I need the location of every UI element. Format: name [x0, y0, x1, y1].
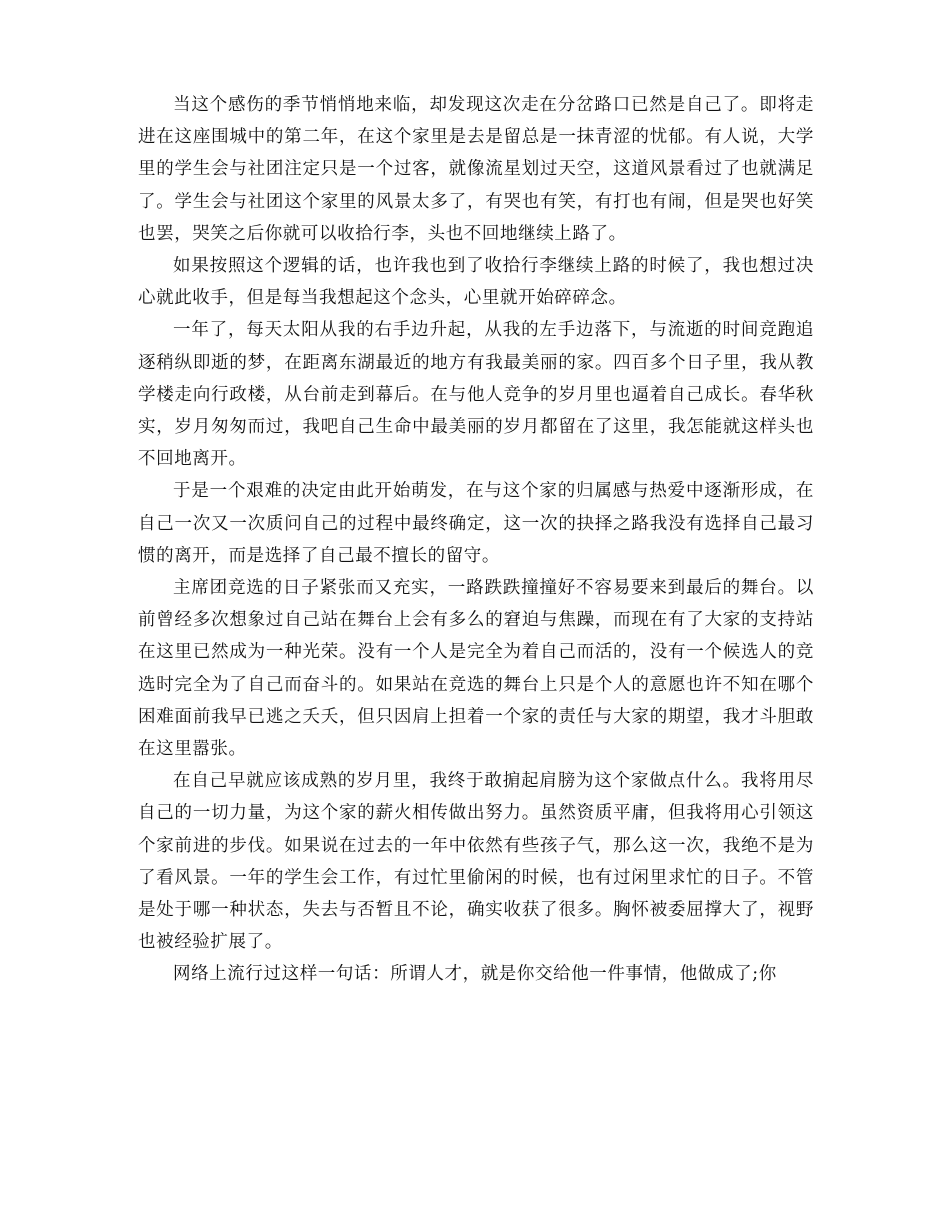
- paragraph: 在自己早就应该成熟的岁月里，我终于敢掮起肩膀为这个家做点什么。我将用尽自己的一切力量，为这个家的薪火相传做出努力。虽然资质平庸，但我将用心引领这个家前进的步伐。如果说在过去的一年中依然有些孩子气，那么这一次，我绝不是为了看风景。一年的学生会工作，有过忙里偷闲的时候，也有过闲里求忙的日子。不管是处于哪一种状态，失去与否暂且不论，确实收获了很多。胸怀被委屈撑大了，视野也被经验扩展了。: [138, 771, 814, 953]
- paragraph: 于是一个艰难的决定由此开始萌发，在与这个家的归属感与热爱中逐渐形成，在自己一次又一次质问自己的过程中最终确定，这一次的抉择之路我没有选择自己最习惯的离开，而是选择了自己最不擅长的留守。: [138, 481, 814, 566]
- paragraph: 网络上流行过这样一句话：所谓人才，就是你交给他一件事情，他做成了;你: [173, 964, 777, 985]
- paragraph: 当这个感伤的季节悄悄地来临，却发现这次走在分岔路口已然是自己了。即将走进在这座围城中的第二年，在这个家里是去是留总是一抹青涩的忧郁。有人说，大学里的学生会与社团注定只是一个过客，就像流星划过天空，这道风景看过了也就满足了。学生会与社团这个家里的风景太多了，有哭也有笑，有打也有闹，但是哭也好笑也罢，哭笑之后你就可以收拾行李，头也不回地继续上路了。: [138, 95, 814, 244]
- paragraph: 如果按照这个逻辑的话，也许我也到了收拾行李继续上路的时候了，我也想过决心就此收手，但是每当我想起这个念头，心里就开始碎碎念。: [138, 256, 814, 309]
- paragraph: 主席团竞选的日子紧张而又充实，一路跌跌撞撞好不容易要来到最后的舞台。以前曾经多次想象过自己站在舞台上会有多么的窘迫与焦躁，而现在有了大家的支持站在这里已然成为一种光荣。没有一个人是完全为着自己而活的，没有一个候选人的竞选时完全为了自己而奋斗的。如果站在竞选的舞台上只是个人的意愿也许不知在哪个困难面前我早已逃之夭夭，但只因肩上担着一个家的责任与大家的期望，我才斗胆敢在这里嚣张。: [138, 578, 814, 760]
- document-body: [138, 89, 814, 991]
- paragraph: 一年了，每天太阳从我的右手边升起，从我的左手边落下，与流逝的时间竞跑追逐稍纵即逝的梦，在距离东湖最近的地方有我最美丽的家。四百多个日子里，我从教学楼走向行政楼，从台前走到幕后。在与他人竞争的岁月里也逼着自己成长。春华秋实，岁月匆匆而过，我吧自己生命中最美丽的岁月都留在了这里，我怎能就这样头也不回地离开。: [138, 320, 814, 470]
